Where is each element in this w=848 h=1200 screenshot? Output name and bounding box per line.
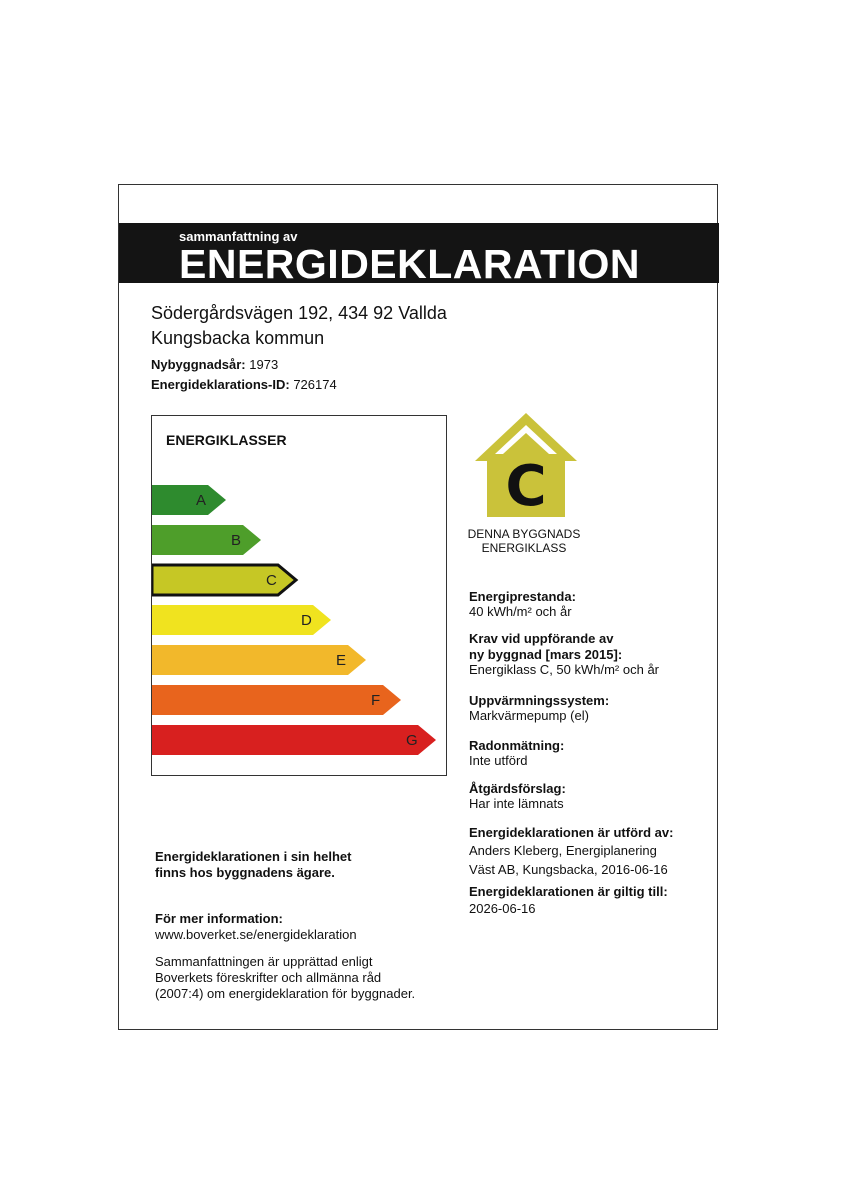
banner-title: ENERGIDEKLARATION bbox=[179, 241, 641, 287]
badge-class-letter: C bbox=[505, 454, 547, 519]
performed-by-line1: Anders Kleberg, Energiplanering bbox=[469, 843, 657, 858]
energy-class-arrow-shape-c bbox=[152, 562, 302, 598]
heating-label: Uppvärmningssystem: bbox=[469, 693, 610, 708]
energy-class-arrow-f bbox=[152, 682, 407, 718]
energy-class-arrow-a bbox=[152, 482, 232, 518]
badge-caption-line2: ENERGIKLASS bbox=[481, 541, 567, 555]
energy-class-letter-b: B bbox=[231, 531, 242, 549]
energy-class-letter-f: F bbox=[371, 691, 381, 709]
requirement-value: Energiklass C, 50 kWh/m² och år bbox=[469, 662, 660, 677]
build-year-row bbox=[151, 357, 278, 372]
heating-value: Markvärmepump (el) bbox=[469, 708, 589, 723]
measures-label: Åtgärdsförslag: bbox=[469, 781, 566, 796]
performance-value: 40 kWh/m² och år bbox=[469, 604, 572, 619]
radon-value: Inte utförd bbox=[469, 753, 528, 768]
performance-label: Energiprestanda: bbox=[469, 589, 576, 604]
energy-class-letter-c: C bbox=[266, 571, 277, 589]
energy-class-scale-title: ENERGIKLASSER bbox=[166, 432, 287, 448]
requirement-label-1: Krav vid uppförande av bbox=[469, 631, 614, 646]
energy-class-arrow-d bbox=[152, 602, 337, 638]
energy-class-arrow-g bbox=[152, 722, 442, 758]
legal-line2: Boverkets föreskrifter och allmänna råd bbox=[155, 970, 382, 985]
more-info-label: För mer information: bbox=[155, 911, 283, 926]
radon-label: Radonmätning: bbox=[469, 738, 565, 753]
requirement-label-2: ny byggnad [mars 2015]: bbox=[469, 647, 623, 662]
badge-caption-line1: DENNA BYGGNADS bbox=[467, 527, 581, 541]
build-year-label: Nybyggnadsår: bbox=[151, 357, 246, 372]
property-municipality: Kungsbacka kommun bbox=[151, 328, 325, 348]
energy-class-letter-e: E bbox=[336, 651, 347, 669]
build-year-value: 1973 bbox=[249, 357, 279, 372]
badge-caption bbox=[459, 527, 589, 555]
banner-subtitle: sammanfattning av bbox=[179, 229, 298, 244]
building-energy-class-badge bbox=[473, 411, 579, 519]
energy-class-letter-a: A bbox=[196, 491, 207, 509]
legal-line3: (2007:4) om energideklaration för byggnader. bbox=[155, 986, 416, 1001]
full-declaration-line1: Energideklarationen i sin helhet bbox=[155, 849, 352, 864]
valid-until-label: Energideklarationen är giltig till: bbox=[469, 884, 668, 899]
energy-class-arrow-shape-a bbox=[152, 482, 232, 518]
energy-class-letter-d: D bbox=[301, 611, 312, 629]
more-info-link[interactable]: www.boverket.se/energideklaration bbox=[155, 927, 357, 942]
property-address: Södergårdsvägen 192, 434 92 Vallda bbox=[151, 303, 447, 323]
legal-line1: Sammanfattningen är upprättad enligt bbox=[155, 954, 373, 969]
title-banner bbox=[119, 223, 719, 287]
measures-value: Har inte lämnats bbox=[469, 796, 564, 811]
energy-class-arrow-c bbox=[152, 562, 302, 598]
energy-class-arrow-b bbox=[152, 522, 267, 558]
energy-class-letter-g: G bbox=[406, 731, 418, 749]
valid-until-value: 2026-06-16 bbox=[469, 901, 536, 916]
declaration-id-value: 726174 bbox=[293, 377, 337, 392]
performed-by-line2: Väst AB, Kungsbacka, 2016-06-16 bbox=[469, 862, 668, 877]
energy-class-arrow-shape-f bbox=[152, 682, 407, 718]
full-declaration-line2: finns hos byggnadens ägare. bbox=[155, 865, 335, 880]
energy-declaration-document bbox=[118, 184, 718, 1030]
energy-class-arrow-e bbox=[152, 642, 372, 678]
energy-class-arrow-shape-b bbox=[152, 522, 267, 558]
declaration-id-row bbox=[151, 377, 337, 392]
declaration-id-label: Energideklarations-ID: bbox=[151, 377, 290, 392]
performed-by-label: Energideklarationen är utförd av: bbox=[469, 825, 674, 840]
energy-class-scale bbox=[151, 415, 447, 776]
energy-class-arrow-shape-g bbox=[152, 722, 442, 758]
